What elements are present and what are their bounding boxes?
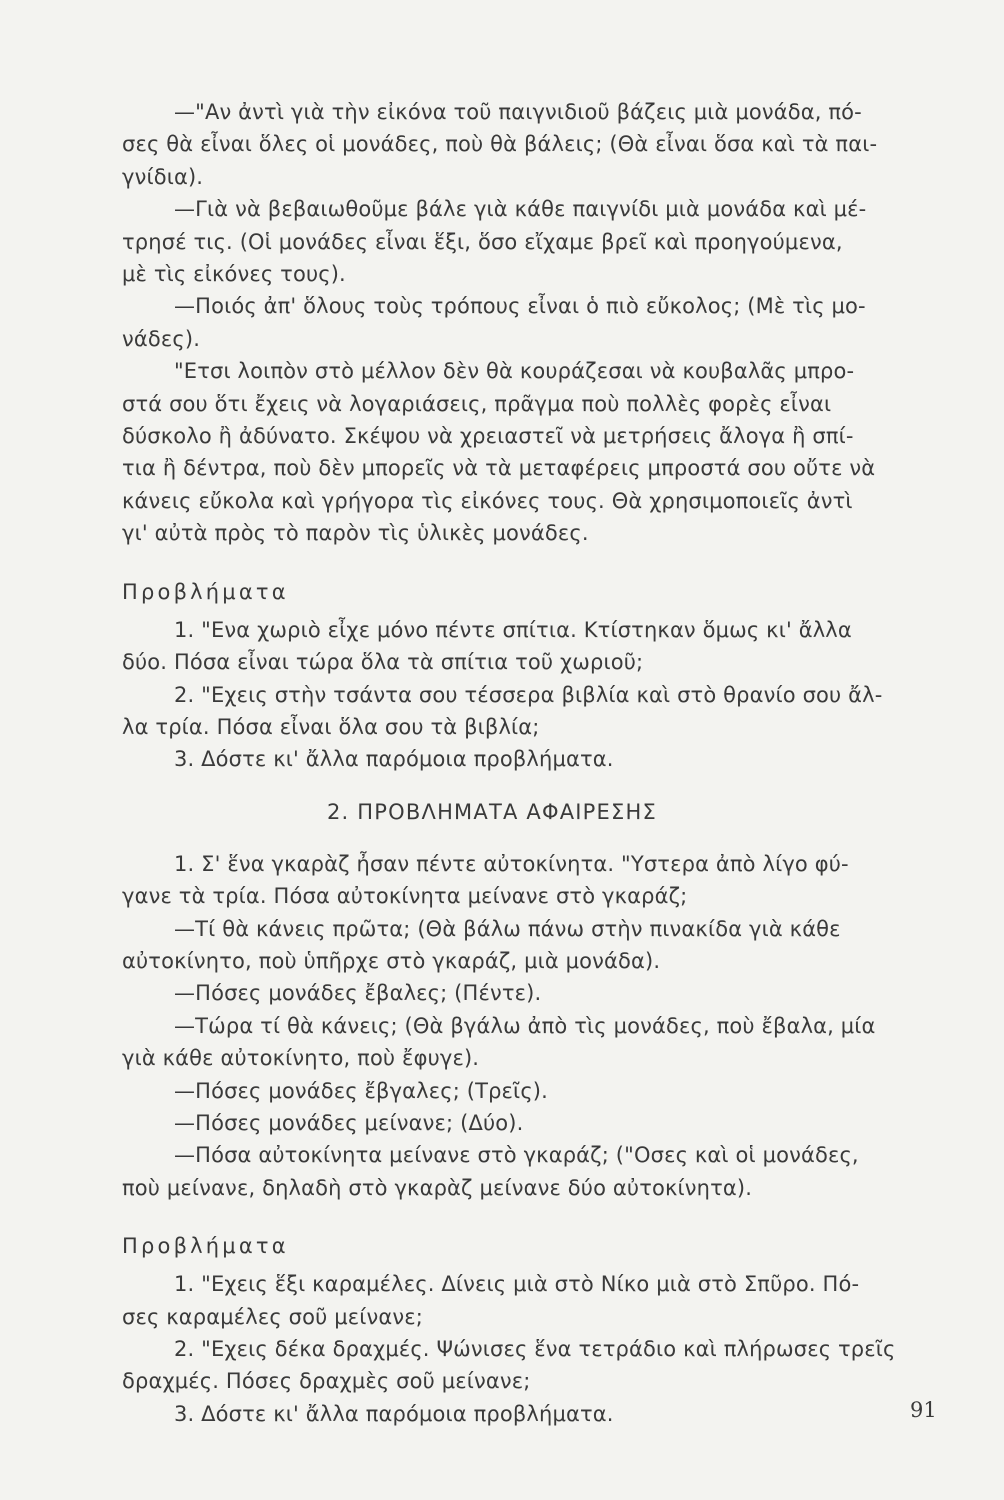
text-line: —Τί θὰ κάνεις πρῶτα; (Θὰ βάλω πάνω στὴν πινακίδα γιὰ κάθε [174,916,841,941]
text-line: στά σου ὅτι ἔχεις νὰ λογαριάσεις, πρᾶγμα ποὺ πολλὲς φορὲς εἶναι [122,391,832,416]
text-line: "Ετσι λοιπὸν στὸ μέλλον δὲν θὰ κουράζεσαι νὰ κουβαλᾶς μπρο- [174,359,855,384]
problem-line: 2. "Εχεις στὴν τσάντα σου τέσσερα βιβλία καὶ στὸ θρανίο σου ἄλ- [174,682,883,707]
problem-line: δραχμές. Πόσες δραχμὲς σοῦ μείνανε; [122,1369,531,1394]
text-line: μὲ τὶς εἰκόνες τους). [122,262,346,287]
page-number: 91 [910,1398,937,1422]
text-line: αὐτοκίνητο, ποὺ ὑπῆρχε στὸ γκαράζ, μιὰ μονάδα). [122,948,661,973]
text-line: νάδες). [122,326,201,351]
text-line: —Πόσες μονάδες ἔβαλες; (Πέντε). [174,981,542,1006]
text-line: —Γιὰ νὰ βεβαιωθοῦμε βάλε γιὰ κάθε παιγνίδι μιὰ μονάδα καὶ μέ- [174,197,867,222]
text-line: σες θὰ εἶναι ὅλες οἱ μονάδες, ποὺ θὰ βάλεις; (Θὰ εἶναι ὅσα καὶ τὰ παι- [122,132,878,157]
text-line: —Ποιός ἀπ' ὅλους τοὺς τρόπους εἶναι ὁ πιὸ εὔκολος; (Μὲ τὶς μο- [174,294,866,319]
text-line: —Πόσα αὐτοκίνητα μείνανε στὸ γκαράζ; ("Οσες καὶ οἱ μονάδες, [174,1143,859,1168]
problem-line: 3. Δόστε κι' ἄλλα παρόμοια προβλήματα. [174,747,614,772]
problem-line: 3. Δόστε κι' ἄλλα παρόμοια προβλήματα. [174,1401,614,1426]
text-line: γι' αὐτὰ πρὸς τὸ παρὸν τὶς ὑλικὲς μονάδες. [122,521,589,546]
text-line: τια ἢ δέντρα, ποὺ δὲν μπορεῖς νὰ τὰ μεταφέρεις μπροστά σου οὔτε νὰ [122,456,876,481]
text-line: —Πόσες μονάδες μείνανε; (Δύο). [174,1110,524,1135]
problem-line: λα τρία. Πόσα εἶναι ὅλα σου τὰ βιβλία; [122,714,540,739]
text-line: —Πόσες μονάδες ἔβγαλες; (Τρεῖς). [174,1078,548,1103]
text-line: 1. Σ' ἕνα γκαρὰζ ἦσαν πέντε αὐτοκίνητα. "Υστερα ἀπὸ λίγο φύ- [174,851,849,876]
problem-line: 1. "Ενα χωριὸ εἶχε μόνο πέντε σπίτια. Κτίστηκαν ὅμως κι' ἄλλα [174,617,852,642]
text-line: γνίδια). [122,164,204,189]
page-body [122,96,934,1430]
text-line: —Τώρα τί θὰ κάνεις; (Θὰ βγάλω ἀπὸ τὶς μονάδες, ποὺ ἔβαλα, μία [174,1013,876,1038]
text-line: ποὺ μείνανε, δηλαδὴ στὸ γκαρὰζ μείνανε δύο αὐτοκίνητα). [122,1175,753,1200]
text-line: τρησέ τις. (Οἱ μονάδες εἶναι ἕξι, ὅσο εἴχαμε βρεῖ καὶ προηγούμενα, [122,229,843,254]
problems-heading: Προβλήματα [122,1234,289,1259]
text-line: γιὰ κάθε αὐτοκίνητο, ποὺ ἔφυγε). [122,1046,480,1071]
problems-heading: Προβλήματα [122,579,289,604]
problem-line: 1. "Εχεις ἕξι καραμέλες. Δίνεις μιὰ στὸ Νίκο μιὰ στὸ Σπῦρο. Πό- [174,1272,860,1297]
text-line: κάνεις εὔκολα καὶ γρήγορα τὶς εἰκόνες τους. Θὰ χρησιμοποιεῖς ἀντὶ [122,488,853,513]
text-line: —"Αν ἀντὶ γιὰ τὴν εἰκόνα τοῦ παιγνιδιοῦ βάζεις μιὰ μονάδα, πό- [174,100,862,124]
problem-line: 2. "Εχεις δέκα δραχμές. Ψώνισες ἕνα τετράδιο καὶ πλήρωσες τρεῖς [174,1337,896,1361]
problem-line: δύο. Πόσα εἶναι τώρα ὅλα τὰ σπίτια τοῦ χωριοῦ; [122,650,644,675]
section-title: 2. ΠΡΟΒΛΗΜΑΤΑ ΑΦΑΙΡΕΣΗΣ [327,799,657,824]
problem-line: σες καραμέλες σοῦ μείνανε; [122,1304,423,1329]
text-line: γανε τὰ τρία. Πόσα αὐτοκίνητα μείνανε στὸ γκαράζ; [122,884,688,909]
text-line: δύσκολο ἢ ἀδύνατο. Σκέψου νὰ χρειαστεῖ νὰ μετρήσεις ἄλογα ἢ σπί- [122,424,854,449]
